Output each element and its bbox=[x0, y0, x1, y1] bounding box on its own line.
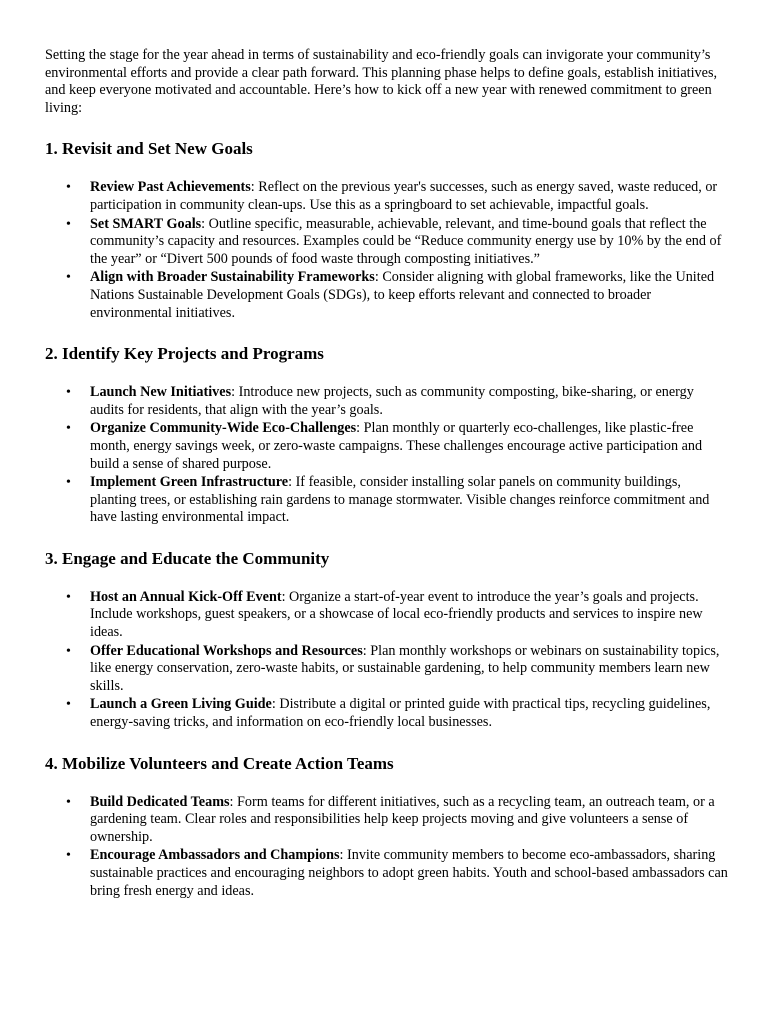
list-item-term: Build Dedicated Teams bbox=[90, 793, 230, 810]
bullet-list bbox=[45, 589, 728, 732]
section-engage-community bbox=[45, 549, 728, 732]
list-item bbox=[45, 420, 728, 473]
list-item bbox=[45, 179, 728, 214]
list-item-term: Align with Broader Sustainability Frameworks bbox=[90, 269, 375, 286]
list-item-text: : If feasible, consider installing solar panels on community buildings, planting trees, or establishing rain gardens to manage stormwater. Visible changes reinforce commitment and have lasting environmental impact. bbox=[90, 474, 710, 526]
list-item bbox=[45, 269, 728, 322]
list-item-term: Launch a Green Living Guide bbox=[90, 696, 272, 713]
bullet-icon: • bbox=[66, 643, 71, 659]
bullet-icon: • bbox=[66, 385, 71, 401]
list-item-term: Review Past Achievements bbox=[90, 179, 251, 196]
list-item bbox=[45, 794, 728, 847]
list-item-term: Encourage Ambassadors and Champions bbox=[90, 847, 340, 864]
list-item bbox=[45, 847, 728, 900]
bullet-icon: • bbox=[66, 216, 71, 232]
list-item-text: : Introduce new projects, such as community composting, bike-sharing, or energy audits for residents, that align with the year’s goals. bbox=[90, 384, 694, 418]
list-item-term: Launch New Initiatives bbox=[90, 384, 232, 401]
list-item bbox=[45, 474, 728, 527]
section-key-projects bbox=[45, 344, 728, 527]
list-item-text: : Outline specific, measurable, achievable, relevant, and time-bound goals that reflect the community’s capacity and resources. Examples could be “Reduce community energy use by 10% by the end of the year” or “Divert 500 pounds of food waste through composting initiatives.” bbox=[90, 215, 722, 267]
bullet-icon: • bbox=[66, 589, 71, 605]
section-heading: 4. Mobilize Volunteers and Create Action Teams bbox=[45, 753, 394, 773]
section-heading: 2. Identify Key Projects and Programs bbox=[45, 344, 324, 364]
list-item-text: : Distribute a digital or printed guide with practical tips, recycling guidelines, energy-saving tricks, and information on eco-friendly local businesses. bbox=[90, 696, 711, 731]
bullet-icon: • bbox=[66, 475, 71, 491]
list-item bbox=[45, 589, 728, 642]
bullet-list bbox=[45, 384, 728, 527]
list-item bbox=[45, 643, 728, 696]
list-item-text: : Invite community members to become eco-ambassadors, sharing sustainable practices and encouraging neighbors to adopt green habits. Youth and school-based ambassadors can bring fresh energy and ideas. bbox=[90, 847, 728, 899]
bullet-icon: • bbox=[66, 270, 71, 286]
list-item-term: Offer Educational Workshops and Resources bbox=[90, 642, 363, 659]
list-item-text: : Plan monthly workshops or webinars on sustainability topics, like energy conservation, zero-waste habits, or sustainable gardening, to help community members learn new skills. bbox=[90, 642, 720, 694]
section-heading: 3. Engage and Educate the Community bbox=[45, 548, 330, 568]
bullet-icon: • bbox=[66, 848, 71, 864]
list-item bbox=[45, 696, 728, 731]
list-item-text: : Reflect on the previous year's successes, such as energy saved, waste reduced, or participation in community clean-ups. Use this as a springboard to set achievable, impactful goals. bbox=[90, 179, 718, 213]
list-item bbox=[45, 216, 728, 269]
list-item-term: Set SMART Goals bbox=[90, 215, 202, 232]
bullet-icon: • bbox=[66, 421, 71, 437]
bullet-icon: • bbox=[66, 180, 71, 196]
bullet-icon: • bbox=[66, 697, 71, 713]
section-revisit-goals bbox=[45, 139, 728, 322]
list-item-term: Implement Green Infrastructure bbox=[90, 474, 289, 491]
bullet-list bbox=[45, 794, 728, 901]
section-heading: 1. Revisit and Set New Goals bbox=[45, 139, 253, 159]
list-item bbox=[45, 384, 728, 419]
bullet-list bbox=[45, 179, 728, 322]
list-item-text: : Form teams for different initiatives, such as a recycling team, an outreach team, or a gardening team. Clear roles and responsibilities help keep projects moving and give volunteers a sense of ownership. bbox=[90, 793, 715, 845]
bullet-icon: • bbox=[66, 794, 71, 810]
list-item-text: : Organize a start-of-year event to introduce the year’s goals and projects. Include workshops, guest speakers, or a showcase of local eco-friendly products and services to inspire new ideas. bbox=[90, 588, 703, 641]
list-item-text: : Plan monthly or quarterly eco-challenges, like plastic-free month, energy savings week, or zero-waste campaigns. These challenges encourage active participation and build a sense of shared purpose. bbox=[90, 420, 703, 472]
section-mobilize-volunteers bbox=[45, 754, 728, 901]
intro-paragraph: Setting the stage for the year ahead in terms of sustainability and eco-friendly goals can invigorate your community’s environmental efforts and provide a clear path forward. This planning phase helps to define goals, establish initiatives, and keep everyone motivated and accountable. Here’s how to kick off a new year with renewed commitment to green living: bbox=[45, 47, 718, 116]
list-item-term: Host an Annual Kick-Off Event bbox=[90, 588, 282, 605]
list-item-term: Organize Community-Wide Eco-Challenges bbox=[90, 420, 357, 437]
list-item-text: : Consider aligning with global frameworks, like the United Nations Sustainable Development Goals (SDGs), to keep efforts relevant and connected to broader environmental initiatives. bbox=[90, 269, 715, 321]
